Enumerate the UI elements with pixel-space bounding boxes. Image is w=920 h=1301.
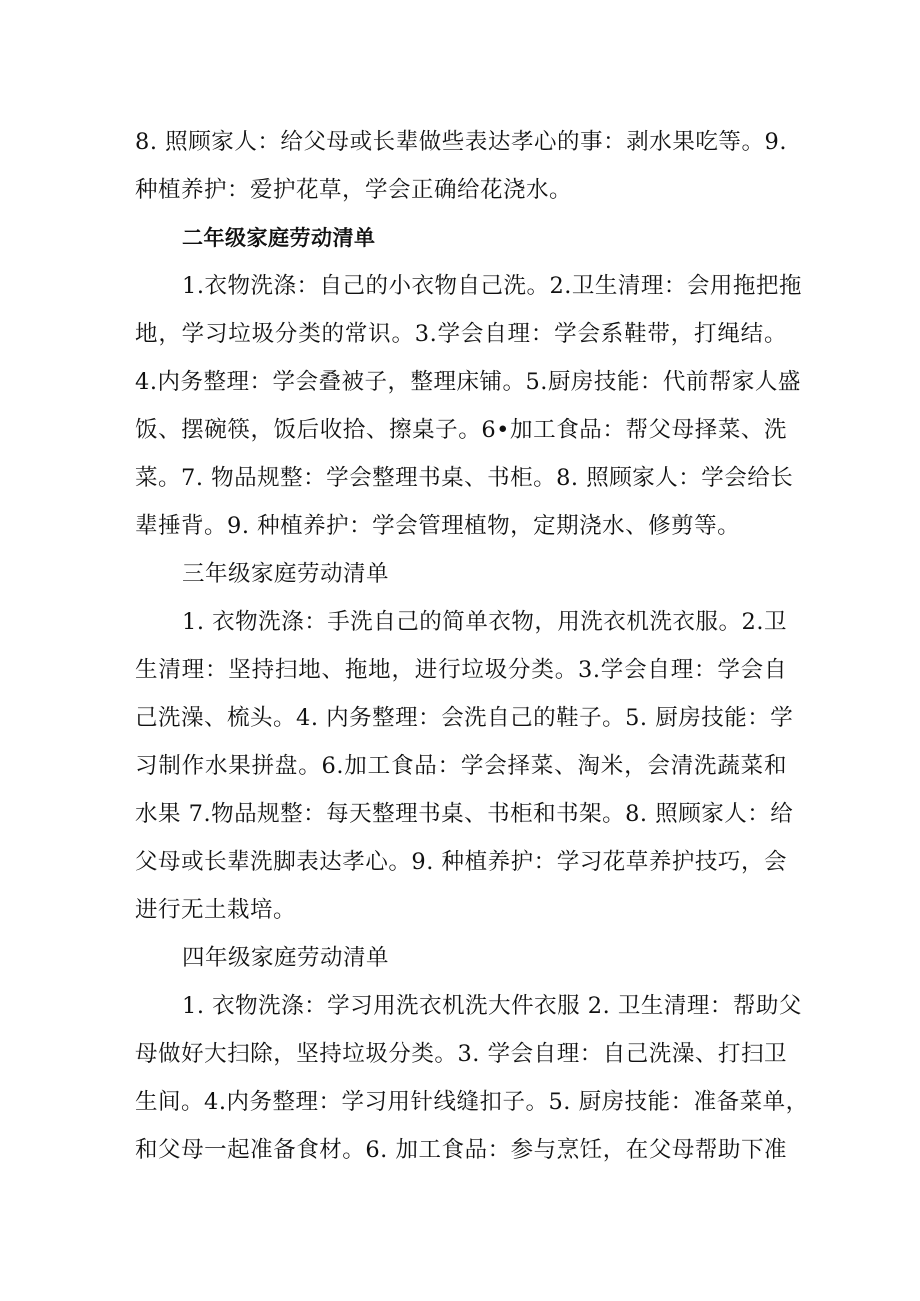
paragraph-line: 辈捶背。9. 种植养护：学会管理植物，定期浇水、修剪等。 — [135, 513, 741, 539]
intro-paragraph — [135, 118, 787, 214]
paragraph-line: 生间。4.内务整理：学习用针线缝扣子。5. 厨房技能：准备菜单， — [135, 1089, 809, 1115]
paragraph-line: 习制作水果拼盘。6.加工食品：学会择菜、淘米，会清洗蔬菜和 — [135, 753, 787, 779]
paragraph-line: 地，学习垃圾分类的常识。3.学会自理：学会系鞋带，打绳结。 — [135, 321, 787, 347]
paragraph-line: 饭、摆碗筷，饭后收拾、擦桌子。6•加工食品：帮父母择菜、洗 — [135, 417, 787, 443]
section-grade-4 — [135, 934, 809, 1174]
intro-line: 8. 照顾家人：给父母或长辈做些表达孝心的事：剥水果吃等。9. — [135, 129, 787, 155]
paragraph-line: 菜。7. 物品规整：学会整理书桌、书柜。8. 照顾家人：学会给长 — [135, 465, 794, 491]
section-grade-2 — [135, 214, 802, 550]
paragraph-line: 1.衣物洗涤：自己的小衣物自己洗。2.卫生清理：会用拖把拖 — [182, 273, 802, 299]
document-page — [135, 118, 809, 1174]
intro-line: 种植养护：爱护花草，学会正确给花浇水。 — [135, 177, 573, 203]
paragraph-line: 己洗澡、梳头。4. 内务整理：会洗自己的鞋子。5. 厨房技能：学 — [135, 705, 794, 731]
section-grade-3 — [135, 550, 794, 934]
paragraph-line: 1. 衣物洗涤：学习用洗衣机洗大件衣服 2. 卫生清理：帮助父 — [182, 993, 802, 1019]
paragraph-line: 进行无土栽培。 — [135, 897, 297, 923]
paragraph-line: 母做好大扫除，坚持垃圾分类。3. 学会自理：自己洗澡、打扫卫 — [135, 1041, 787, 1067]
paragraph-line: 生清理：坚持扫地、拖地，进行垃圾分类。3.学会自理：学会自 — [135, 657, 787, 683]
section-title: 四年级家庭劳动清单 — [182, 945, 390, 971]
paragraph-line: 1. 衣物洗涤：手洗自己的简单衣物，用洗衣机洗衣服。2.卫 — [182, 609, 787, 635]
section-title: 三年级家庭劳动清单 — [182, 561, 390, 587]
paragraph-line: 4.内务整理：学会叠被子，整理床铺。5.厨房技能：代前帮家人盛 — [135, 369, 801, 395]
paragraph-line: 父母或长辈洗脚表达孝心。9. 种植养护：学习花草养护技巧，会 — [135, 849, 787, 875]
section-title: 二年级家庭劳动清单 — [182, 226, 376, 250]
paragraph-line: 和父母一起准备食材。6. 加工食品：参与烹饪，在父母帮助下准 — [135, 1137, 787, 1163]
paragraph-line: 水果 7.物品规整：每天整理书桌、书柜和书架。8. 照顾家人：给 — [135, 801, 794, 827]
